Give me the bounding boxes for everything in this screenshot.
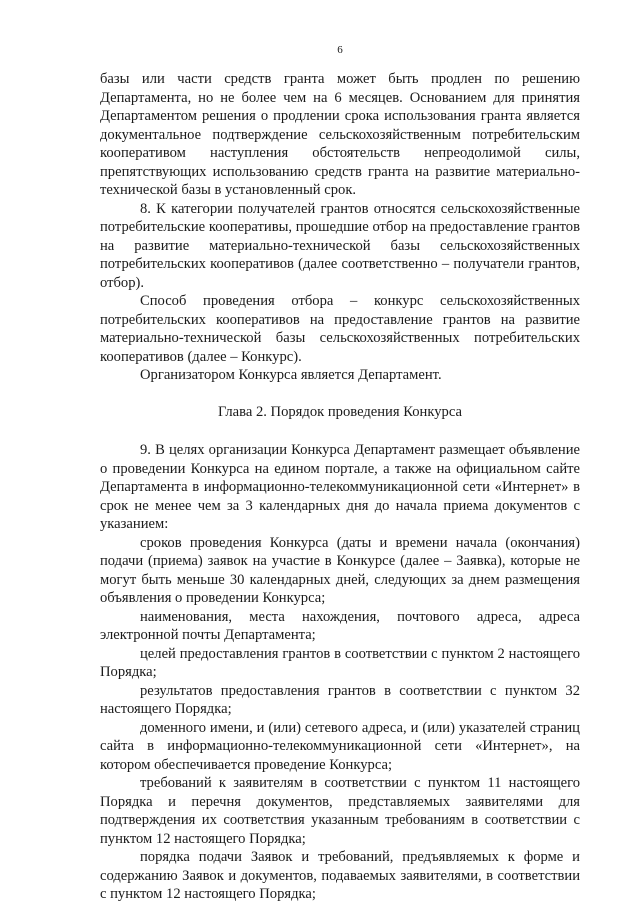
paragraph: Организатором Конкурса является Департамент. bbox=[140, 367, 442, 383]
paragraph: 8. К категории получателей грантов относятся сельскохозяйственные потребительские кооперативы, прошедшие отбор на предоставление грантов на развитие материально-технической базы сельскохозяйственных потребительских кооперативов (далее соответственно – получатели грантов, отбор). bbox=[100, 200, 580, 291]
page-number: 6 bbox=[337, 44, 343, 56]
paragraph: требований к заявителям в соответствии с пунктом 11 настоящего Порядка и перечня документов, представляемых заявителями для подтверждения их соответствия указанным требованиям в соответствии с пунктом 12 настоящего Порядка; bbox=[100, 775, 580, 847]
paragraph: базы или части средств гранта может быть продлен по решению Департамента, но не более чем на 6 месяцев. Основанием для принятия Департаментом решения о продлении срока использования гранта является документальное подтверждение сельскохозяйственным потребительским кооперативом наступления обстоятельств непреодолимой силы, препятствующих использованию средств гранта на развитие материально-технической базы в установленный срок. bbox=[100, 71, 580, 198]
paragraph: порядка подачи Заявок и требований, предъявляемых к форме и содержанию Заявок и документов, подаваемых заявителями, в соответствии с пунктом 12 настоящего Порядка; bbox=[100, 849, 580, 902]
document-body bbox=[100, 70, 580, 904]
paragraph: наименования, места нахождения, почтового адреса, адреса электронной почты Департамента; bbox=[100, 608, 580, 643]
paragraph: Способ проведения отбора – конкурс сельскохозяйственных потребительских кооперативов на предоставление грантов на развитие материально-технической базы сельскохозяйственных потребительских кооперативов (далее – Конкурс). bbox=[100, 293, 580, 365]
paragraph: целей предоставления грантов в соответствии с пунктом 2 настоящего Порядка; bbox=[100, 645, 580, 680]
paragraph: сроков проведения Конкурса (даты и времени начала (окончания) подачи (приема) заявок на участие в Конкурсе (далее – Заявка), которые не могут быть меньше 30 календарных дней, следующих за днем размещения объявления о проведении Конкурса; bbox=[100, 534, 580, 606]
paragraph: результатов предоставления грантов в соответствии с пунктом 32 настоящего Порядка; bbox=[100, 682, 580, 717]
paragraph: доменного имени, и (или) сетевого адреса, и (или) указателей страниц сайта в информационно-телекоммуникационной сети «Интернет», на котором обеспечивается проведение Конкурса; bbox=[100, 719, 580, 773]
chapter-heading: Глава 2. Порядок проведения Конкурса bbox=[218, 403, 462, 420]
paragraph: 9. В целях организации Конкурса Департамент размещает объявление о проведении Конкурса на едином портале, а также на официальном сайте Департамента в информационно-телекоммуникационной сети «Интернет» в срок не менее чем за 3 календарных дня до начала приема документов с указанием: bbox=[100, 442, 580, 532]
